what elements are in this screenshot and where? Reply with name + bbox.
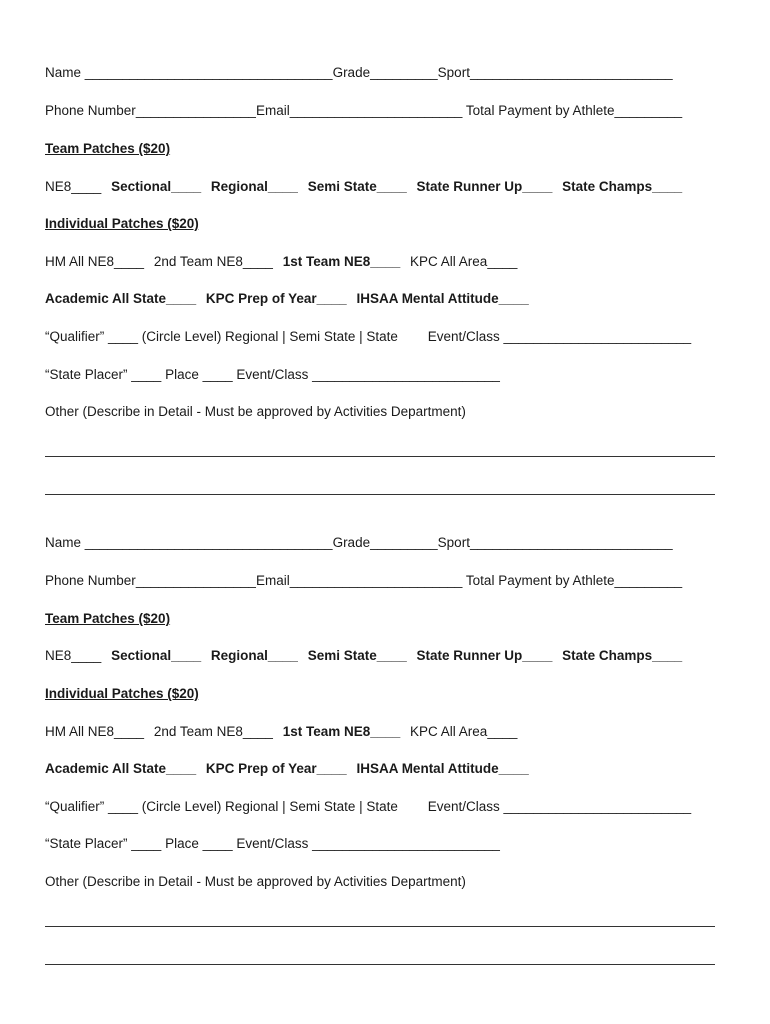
team-item-state-champs[interactable]: State Champs____ (562, 648, 683, 663)
individual-patches-heading: Individual Patches ($20) (45, 686, 199, 701)
qualifier-row (45, 798, 691, 816)
grade-field[interactable]: _________ (370, 535, 438, 550)
individual-item-2nd-team-ne8[interactable]: 2nd Team NE8____ (153, 724, 273, 739)
team-item-semi-state[interactable]: Semi State____ (307, 648, 407, 663)
grade-label: Grade (332, 65, 371, 80)
individual-patches-heading: Individual Patches ($20) (45, 216, 199, 231)
sport-field[interactable]: ___________________________ (469, 535, 673, 550)
team-item-ne8[interactable]: NE8____ (45, 179, 102, 194)
contact-row (45, 102, 682, 120)
email-field[interactable]: _______________________ (289, 573, 463, 588)
individual-item-1st-team-ne8[interactable]: 1st Team NE8____ (282, 254, 401, 269)
academic-item-ihsaa-mental-attitude[interactable]: IHSAA Mental Attitude____ (356, 761, 529, 776)
academic-item-all-state[interactable]: Academic All State____ (45, 291, 197, 306)
state-placer-row[interactable]: “State Placer” ____ Place ____ Event/Class _________________________ (45, 836, 500, 851)
other-description-line-2[interactable] (45, 964, 715, 965)
academic-row (45, 760, 529, 778)
qualifier-row (45, 328, 691, 346)
team-item-regional[interactable]: Regional____ (210, 179, 298, 194)
qualifier-text[interactable]: “Qualifier” ____ (Circle Level) Regional | Semi State | State (45, 799, 398, 814)
email-field[interactable]: _______________________ (289, 103, 463, 118)
individual-item-hm-all-ne8[interactable]: HM All NE8____ (45, 724, 145, 739)
academic-item-kpc-prep[interactable]: KPC Prep of Year____ (205, 291, 347, 306)
phone-field[interactable]: ________________ (135, 573, 256, 588)
contact-row (45, 572, 682, 590)
individual-item-kpc-all-area[interactable]: KPC All Area____ (410, 254, 518, 269)
team-patches-heading: Team Patches ($20) (45, 141, 171, 156)
sport-field[interactable]: ___________________________ (469, 65, 673, 80)
total-payment-label: Total Payment by Athlete (465, 573, 615, 588)
team-item-sectional[interactable]: Sectional____ (111, 179, 202, 194)
individual-patches-row (45, 723, 517, 741)
name-label: Name (45, 65, 82, 80)
team-patches-heading: Team Patches ($20) (45, 611, 171, 626)
total-payment-field[interactable]: _________ (614, 573, 683, 588)
phone-label: Phone Number (45, 573, 136, 588)
phone-label: Phone Number (45, 103, 136, 118)
team-item-ne8[interactable]: NE8____ (45, 648, 102, 663)
other-description-line-1[interactable] (45, 926, 715, 927)
academic-row (45, 290, 529, 308)
individual-item-hm-all-ne8[interactable]: HM All NE8____ (45, 254, 145, 269)
phone-field[interactable]: ________________ (135, 103, 256, 118)
qualifier-event-field[interactable]: Event/Class _________________________ (427, 329, 692, 344)
individual-patches-row (45, 253, 517, 271)
other-description-line-1[interactable] (45, 456, 715, 457)
team-item-state-champs[interactable]: State Champs____ (562, 179, 683, 194)
grade-label: Grade (332, 535, 371, 550)
academic-item-kpc-prep[interactable]: KPC Prep of Year____ (205, 761, 347, 776)
sport-label: Sport (437, 65, 470, 80)
sport-label: Sport (437, 535, 470, 550)
name-field[interactable]: _________________________________ (84, 535, 333, 550)
individual-item-kpc-all-area[interactable]: KPC All Area____ (410, 724, 518, 739)
team-item-sectional[interactable]: Sectional____ (111, 648, 202, 663)
total-payment-field[interactable]: _________ (614, 103, 683, 118)
other-description-label: Other (Describe in Detail - Must be approved by Activities Department) (45, 404, 466, 419)
team-patches-row (45, 647, 682, 665)
name-label: Name (45, 535, 82, 550)
grade-field[interactable]: _________ (370, 65, 438, 80)
other-description-label: Other (Describe in Detail - Must be approved by Activities Department) (45, 874, 466, 889)
academic-item-all-state[interactable]: Academic All State____ (45, 761, 197, 776)
name-row (45, 64, 673, 82)
qualifier-event-field[interactable]: Event/Class _________________________ (427, 799, 692, 814)
name-row (45, 534, 673, 552)
individual-item-1st-team-ne8[interactable]: 1st Team NE8____ (282, 724, 401, 739)
total-payment-label: Total Payment by Athlete (465, 103, 615, 118)
other-description-line-2[interactable] (45, 494, 715, 495)
qualifier-text[interactable]: “Qualifier” ____ (Circle Level) Regional | Semi State | State (45, 329, 398, 344)
team-item-state-runner-up[interactable]: State Runner Up____ (416, 179, 553, 194)
team-patches-row (45, 178, 682, 196)
academic-item-ihsaa-mental-attitude[interactable]: IHSAA Mental Attitude____ (356, 291, 529, 306)
team-item-semi-state[interactable]: Semi State____ (307, 179, 407, 194)
email-label: Email (255, 573, 290, 588)
name-field[interactable]: _________________________________ (84, 65, 333, 80)
team-item-state-runner-up[interactable]: State Runner Up____ (416, 648, 553, 663)
team-item-regional[interactable]: Regional____ (210, 648, 298, 663)
individual-item-2nd-team-ne8[interactable]: 2nd Team NE8____ (153, 254, 273, 269)
state-placer-row[interactable]: “State Placer” ____ Place ____ Event/Class _________________________ (45, 367, 500, 382)
email-label: Email (255, 103, 290, 118)
